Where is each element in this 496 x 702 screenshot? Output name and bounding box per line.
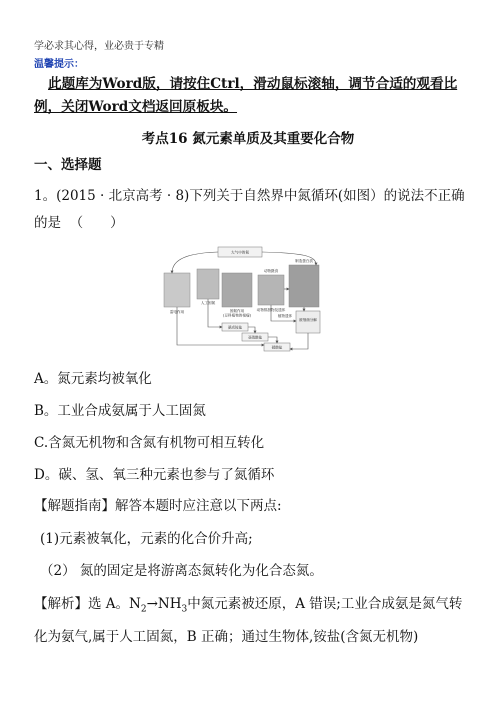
label-make-protein: 制造蛋白质 xyxy=(295,259,313,263)
label-animal-waste: 动物排泄物及遗体 xyxy=(256,308,286,312)
label-bacterial-decomposition: 被细菌分解 xyxy=(299,318,317,322)
solution-guide xyxy=(34,493,474,520)
guide-intro: 解答本题时应注意以下两点: xyxy=(115,498,282,514)
option-b: B。工业合成氨属于人工固氮 xyxy=(34,403,206,419)
question-stem: 下列关于自然界中氮循环(如图）的说法不正确的是 xyxy=(34,188,465,231)
analysis-label: 【解析】 xyxy=(34,596,88,612)
label-plant-remains: 植物遗体 xyxy=(277,314,293,318)
question-number: 1。 xyxy=(34,188,57,204)
factory-illustration xyxy=(197,269,219,299)
label-legume-nodules: (豆科植物的根瘤) xyxy=(223,313,251,318)
plant-illustration xyxy=(289,265,319,307)
tip-label: 温馨提示： xyxy=(34,59,84,70)
label-atmosphere: 大气中的氮 xyxy=(231,250,249,255)
word-notice: 此题库为Word版，请按住Ctrl，滑动鼠标滚轴，调节合适的观看比例，关闭Word文档返回原板块。 xyxy=(34,76,458,115)
option-d: D。碳、氢、氧三种元素也参与了氮循环 xyxy=(34,467,275,483)
label-artificial-fixation: 人工固氮 xyxy=(200,301,216,305)
header-note: 学必求其心得，业必贵于专精 xyxy=(34,41,164,52)
guide-point-1: (1)元素被氧化，元素的化合价升高; xyxy=(40,531,253,547)
label-fixation: 固氮作用 xyxy=(229,309,245,313)
label-lightning: 雷电作用 xyxy=(169,310,185,314)
lightning-illustration xyxy=(164,273,190,307)
bacteria-box xyxy=(296,311,320,333)
guide-point-2: （2） 氮的固定是将游离态氮转化为化合态氮。 xyxy=(40,563,323,579)
label-ammonium: 氨或铵盐 xyxy=(227,325,243,330)
question-1 xyxy=(34,183,474,237)
guide-label: 【解题指南】 xyxy=(34,498,115,514)
option-c: C.含氮无机物和含氮有机物可相互转化 xyxy=(34,435,265,451)
nitrogen-cycle-diagram xyxy=(158,245,324,355)
answer-blank: （ ） xyxy=(69,215,124,231)
legume-illustration xyxy=(222,273,252,307)
topic-title: 考点16 氮元素单质及其重要化合物 xyxy=(141,131,355,147)
option-a: A。氮元素均被氧化 xyxy=(34,371,152,387)
question-source: (2015 · 北京高考 · 8) xyxy=(56,188,190,204)
analysis: 【解析】选 A。$N_2\to NH_3$中氮元素被还原，A 错误;工业合成氨是氮气转化为氨气,属于人工固氮，B 正确；通过生物体,铵盐(含氮无机物) xyxy=(34,596,463,645)
label-nitrate: 硝酸盐 xyxy=(271,345,283,350)
label-nitrite: 亚硝酸盐 xyxy=(247,335,263,340)
section-heading: 一、选择题 xyxy=(34,157,102,173)
animal-illustration xyxy=(258,275,284,305)
label-animal-feeding: 动物摄食 xyxy=(263,269,279,273)
